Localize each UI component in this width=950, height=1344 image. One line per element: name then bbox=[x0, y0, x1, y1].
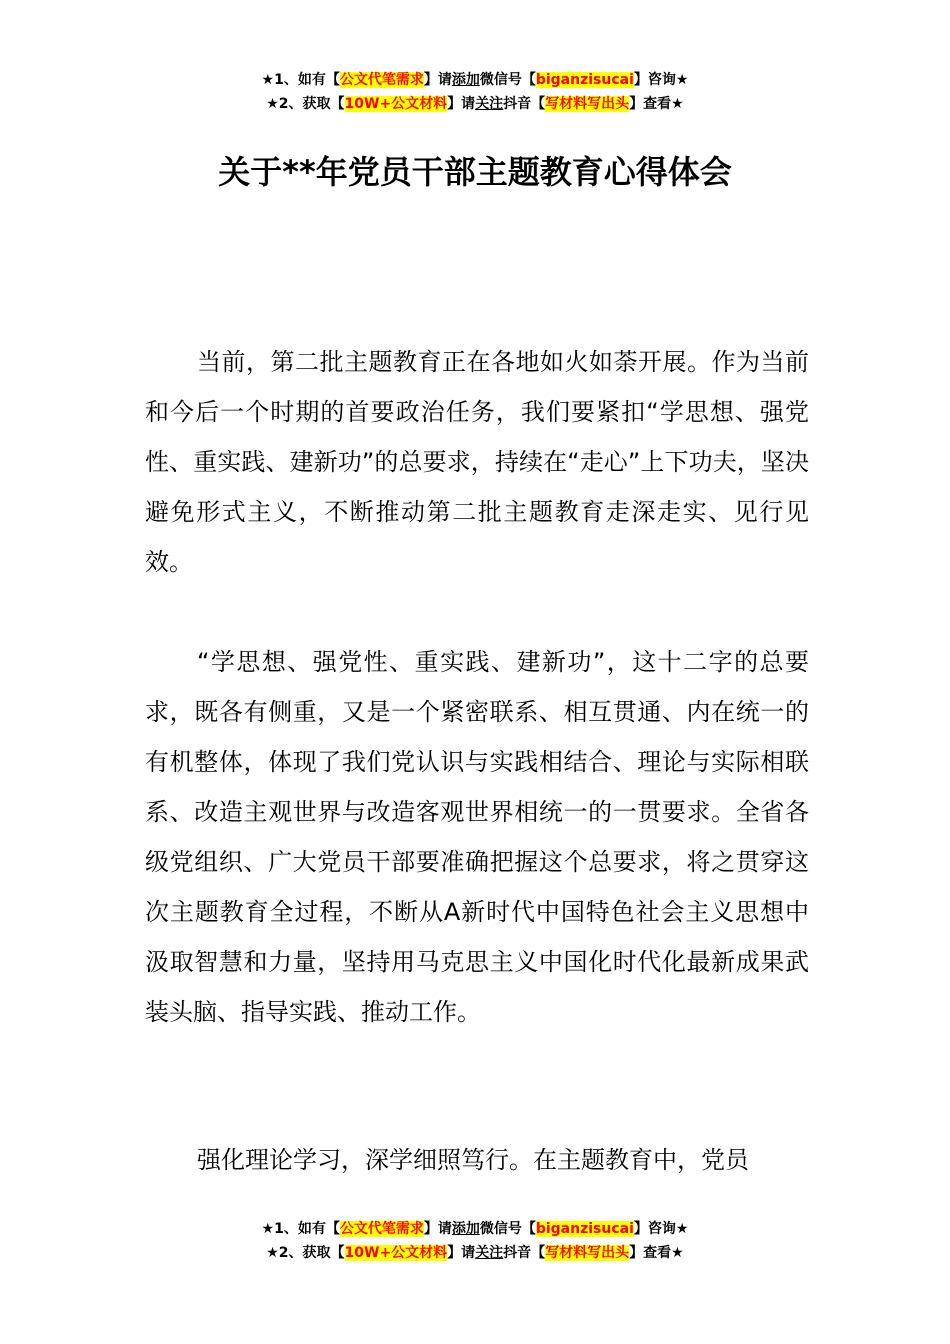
banner-line-2: ★2、获取【10W+公文材料】请关注抖音【写材料写出头】查看★ bbox=[266, 96, 684, 112]
highlight-wechat-id: biganzisucai bbox=[535, 1221, 634, 1237]
document-title: 关于**年党员干部主题教育心得体会 bbox=[218, 153, 732, 191]
underline-add: 添加 bbox=[451, 72, 480, 88]
paragraph-2: “学思想、强党性、重实践、建新功”，这十二字的总要求，既各有侧重，又是一个紧密联系、相互贯通、内在统一的有机整体，体现了我们党认识与实践相结合、理论与实际相联系、改造主观世界与改造客观世界相统一的一贯要求。全省各级党组织、广大党员干部要准确把握这个总要求，将之贯穿这次主题教育全过程，不断从A新时代中国特色社会主义思想中汲取智慧和力量，坚持用马克思主义中国化时代化最新成果武装头脑、指导实践、推动工作。 bbox=[145, 648, 809, 1026]
underline-follow: 关注 bbox=[475, 96, 504, 112]
highlight-materials: 10W+公文材料 bbox=[344, 1245, 448, 1261]
highlight-douyin-account: 写材料写出头 bbox=[545, 1245, 630, 1261]
highlight-materials: 10W+公文材料 bbox=[344, 96, 448, 112]
paragraph-3: 强化理论学习，深学细照笃行。在主题教育中，党员 bbox=[197, 1146, 749, 1174]
footer-line-1: ★1、如有【公文代笔需求】请添加微信号【biganzisucai】咨询★ bbox=[261, 1221, 689, 1237]
highlight-service: 公文代笔需求 bbox=[339, 72, 424, 88]
underline-add: 添加 bbox=[451, 1221, 480, 1237]
footer-line-2: ★2、获取【10W+公文材料】请关注抖音【写材料写出头】查看★ bbox=[266, 1245, 684, 1261]
footer-banner bbox=[0, 1217, 950, 1265]
underline-follow: 关注 bbox=[475, 1245, 504, 1261]
header-banner bbox=[0, 68, 950, 116]
highlight-wechat-id: biganzisucai bbox=[535, 72, 634, 88]
paragraph-1: 当前，第二批主题教育正在各地如火如荼开展。作为当前和今后一个时期的首要政治任务，我们要紧扣“学思想、强党性、重实践、建新功”的总要求，持续在“走心”上下功夫，坚决避免形式主义，不断推动第二批主题教育走深走实、见行见效。 bbox=[145, 348, 809, 576]
banner-line-1: ★1、如有【公文代笔需求】请添加微信号【biganzisucai】咨询★ bbox=[261, 72, 689, 88]
highlight-service: 公文代笔需求 bbox=[339, 1221, 424, 1237]
highlight-douyin-account: 写材料写出头 bbox=[545, 96, 630, 112]
